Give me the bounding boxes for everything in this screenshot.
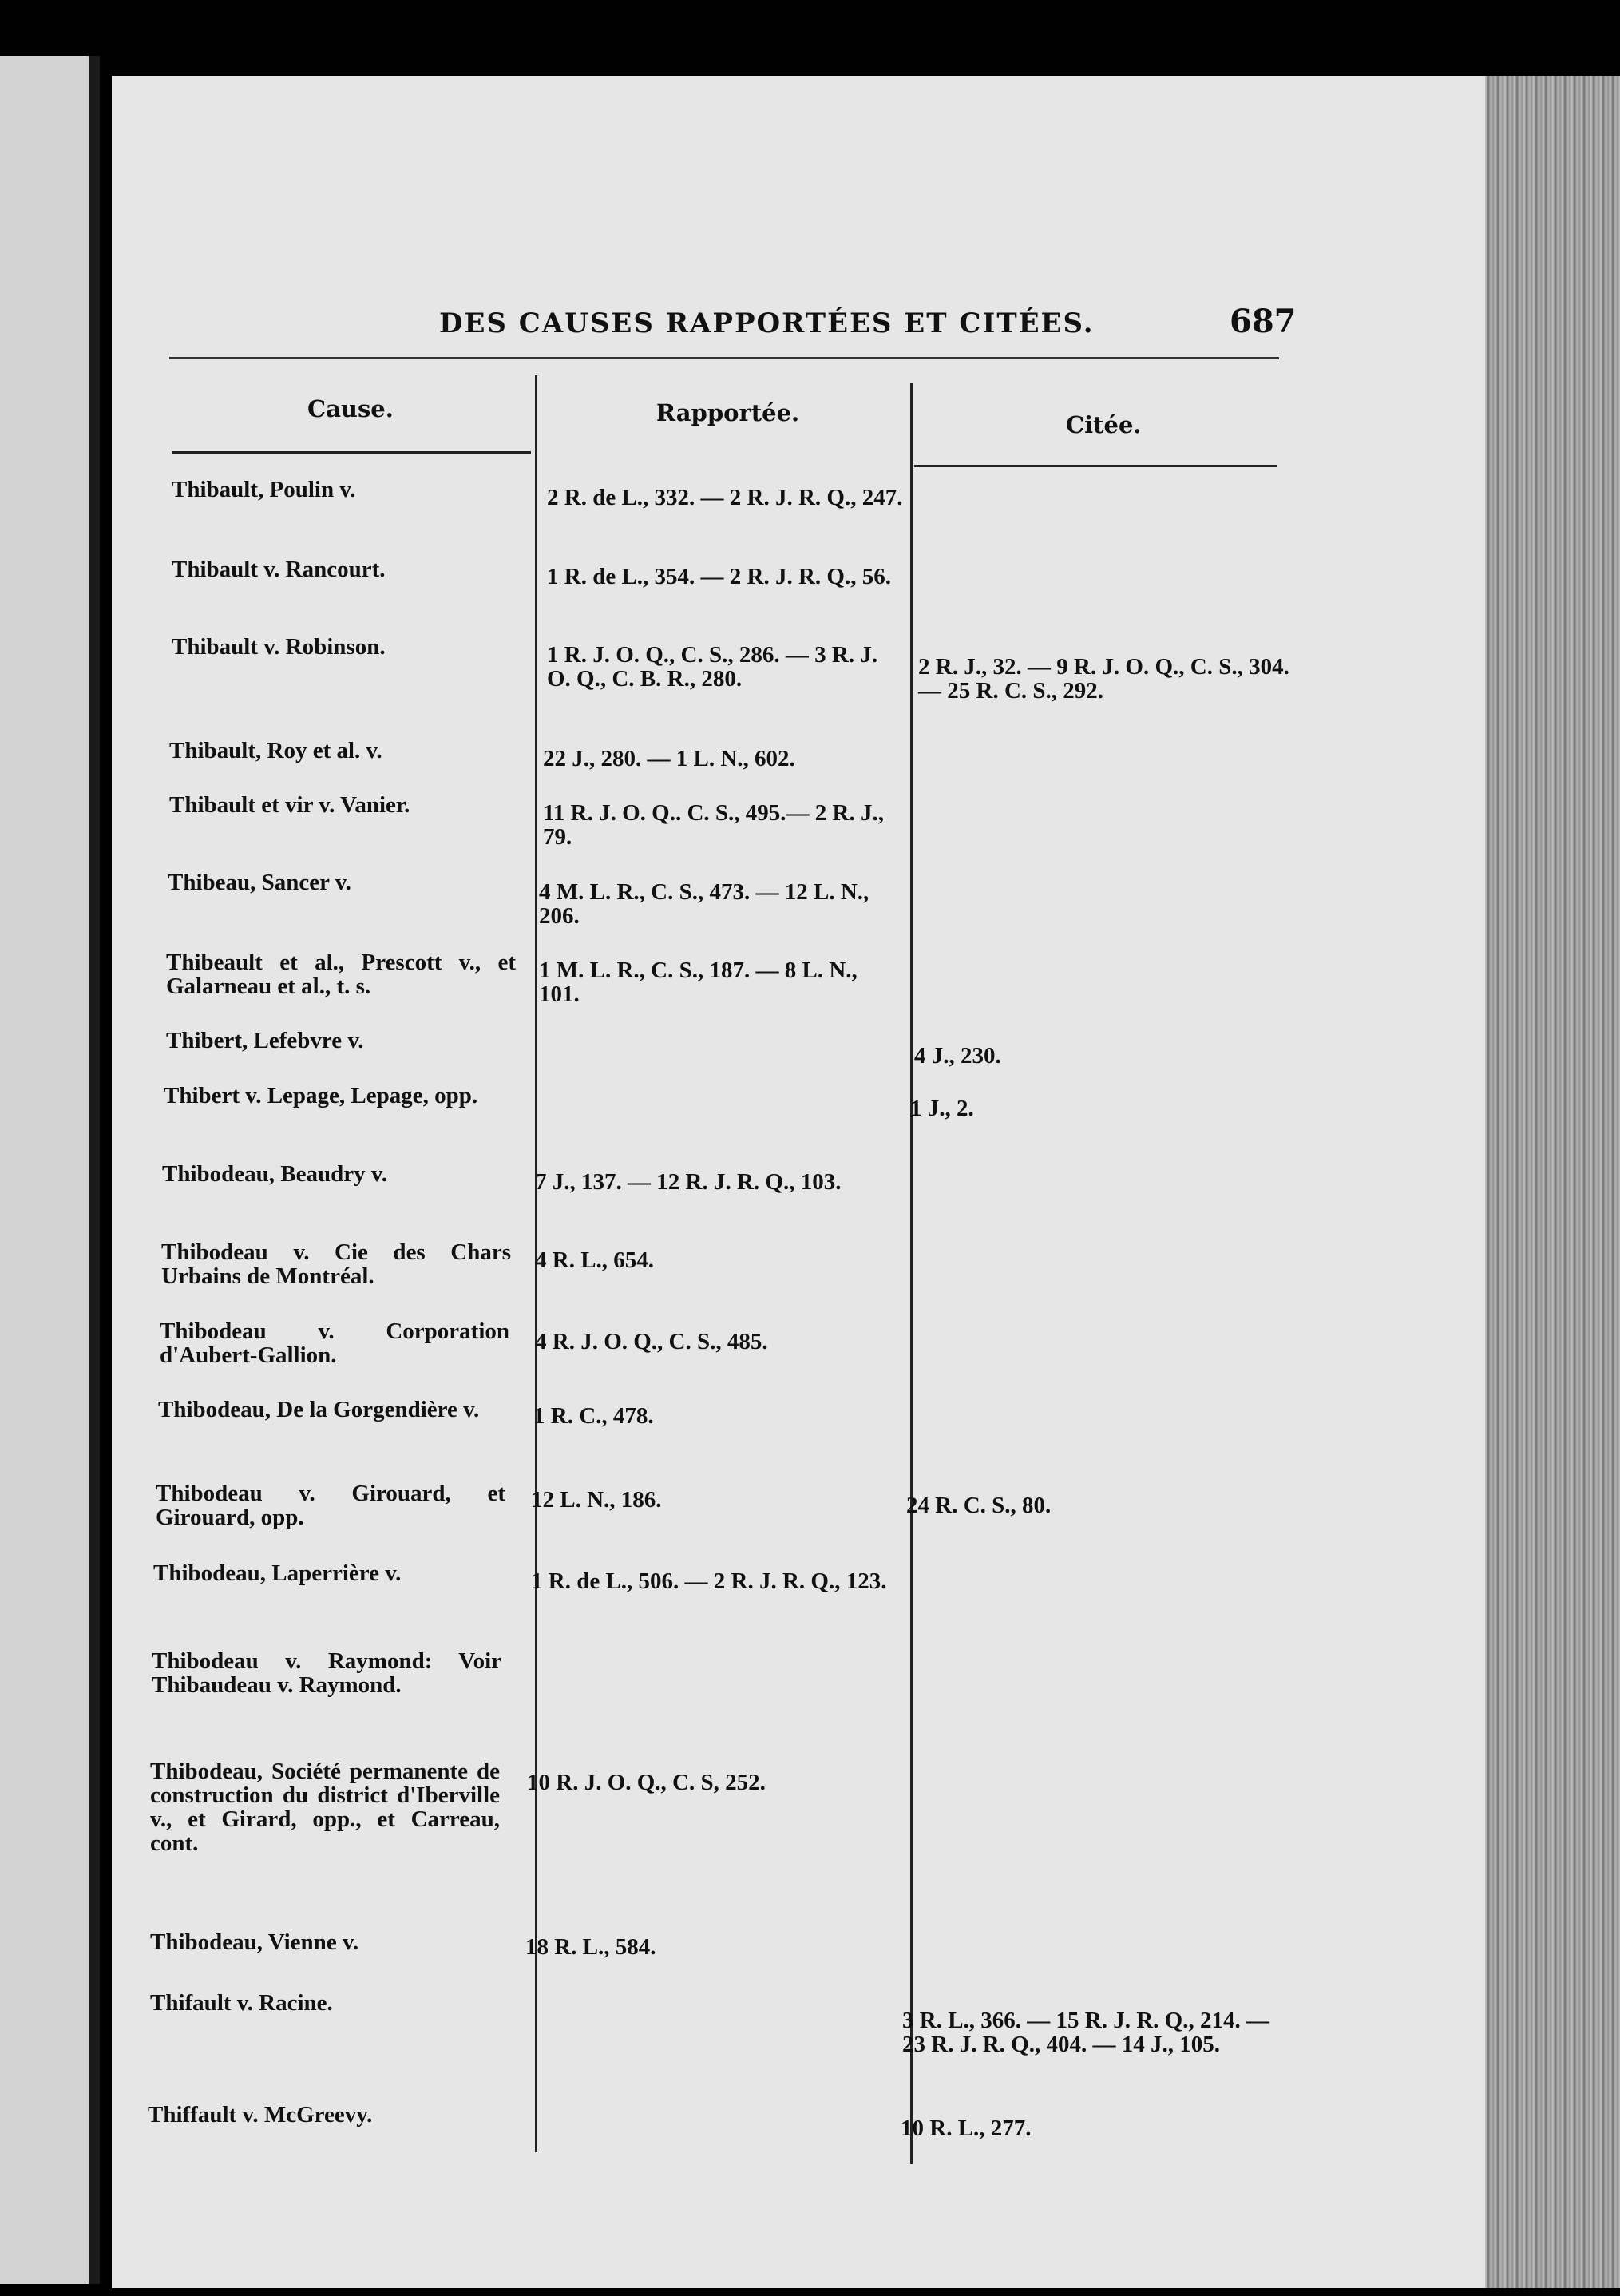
row-citee: 4 J., 230. (914, 1043, 1001, 1069)
row-cause: Thibault, Poulin v. (172, 477, 356, 502)
row-rapportee: 12 L. N., 186. (531, 1487, 662, 1513)
row-rapportee: 1 M. L. R., C. S., 187. — 8 L. N., 101. (539, 958, 858, 1007)
row-cause: Thibault v. Rancourt. (172, 557, 386, 582)
row-cause: Thibault et vir v. Vanier. (169, 792, 410, 818)
row-cause: Thibeau, Sancer v. (168, 870, 351, 895)
row-cause: Thibodeau, Société permanente de construction du district d'Iberville v., et Girard, opp., et Carreau, cont. (150, 1759, 500, 1856)
row-cause: Thibodeau, De la Gorgendière v. (158, 1397, 480, 1422)
row-rapportee: 10 R. J. O. Q., C. S, 252. (527, 1770, 766, 1795)
page-stack-edge (1483, 76, 1620, 2288)
page-number: 687 (1230, 303, 1297, 340)
row-rapportee: 4 R. L., 654. (535, 1247, 655, 1273)
row-citee: 10 R. L., 277. (901, 2116, 1032, 2141)
row-rapportee: 1 R. C., 478. (533, 1403, 654, 1429)
row-rapportee: 7 J., 137. — 12 R. J. R. Q., 103. (535, 1169, 842, 1195)
row-citee: 3 R. L., 366. — 15 R. J. R. Q., 214. — 23 R. J. R. Q., 404. — 14 J., 105. (902, 2008, 1269, 2057)
row-rapportee: 1 R. de L., 354. — 2 R. J. R. Q., 56. (547, 564, 891, 589)
row-cause: Thifault v. Racine. (150, 1990, 333, 2016)
row-rapportee: 1 R. de L., 506. — 2 R. J. R. Q., 123. (531, 1568, 887, 1594)
row-cause: Thibert v. Lepage, Lepage, opp. (164, 1083, 478, 1108)
row-cause: Thibodeau v. Cie des Chars Urbains de Montréal. (161, 1239, 511, 1289)
header-underline-citee (914, 465, 1277, 467)
row-cause: Thibodeau, Beaudry v. (162, 1161, 388, 1187)
page-title: DES CAUSES RAPPORTÉES ET CITÉES. (439, 307, 1095, 339)
row-cause: Thiffault v. McGreevy. (148, 2102, 373, 2127)
row-rapportee: 4 M. L. R., C. S., 473. — 12 L. N., 206. (539, 879, 869, 929)
row-citee: 2 R. J., 32. — 9 R. J. O. Q., C. S., 304. — 25 R. C. S., 292. (918, 654, 1289, 704)
column-header-rapportee: Rapportée. (656, 399, 800, 426)
row-rapportee: 2 R. de L., 332. — 2 R. J. R. Q., 247. (547, 485, 903, 510)
column-header-citee: Citée. (1066, 411, 1142, 438)
row-cause: Thibault, Roy et al. v. (169, 738, 382, 763)
row-cause: Thibault v. Robinson. (172, 634, 386, 660)
row-citee: 1 J., 2. (910, 1096, 974, 1121)
row-cause: Thibert, Lefebvre v. (166, 1028, 364, 1053)
row-cause: Thibodeau v. Raymond: Voir Thibaudeau v. Raymond. (152, 1648, 501, 1698)
row-citee: 24 R. C. S., 80. (906, 1493, 1052, 1518)
book-page (112, 76, 1485, 2288)
column-divider-2 (910, 383, 913, 2164)
row-rapportee: 11 R. J. O. Q.. C. S., 495.— 2 R. J., 79. (543, 800, 884, 850)
row-cause: Thibeault et al., Prescott v., et Galarneau et al., t. s. (166, 950, 516, 999)
column-header-cause: Cause. (307, 395, 394, 422)
row-cause: Thibodeau v. Corporation d'Aubert-Gallion. (160, 1319, 509, 1368)
left-page-edge (0, 56, 100, 2284)
row-cause: Thibodeau, Laperrière v. (153, 1560, 402, 1586)
row-cause: Thibodeau, Vienne v. (150, 1929, 359, 1955)
row-rapportee: 18 R. L., 584. (525, 1934, 656, 1960)
header-rule (169, 357, 1279, 359)
header-underline-cause (172, 451, 531, 454)
row-rapportee: 22 J., 280. — 1 L. N., 602. (543, 746, 795, 771)
row-rapportee: 4 R. J. O. Q., C. S., 485. (535, 1329, 768, 1354)
row-rapportee: 1 R. J. O. Q., C. S., 286. — 3 R. J. O. Q., C. B. R., 280. (547, 642, 878, 692)
row-cause: Thibodeau v. Girouard, et Girouard, opp. (156, 1481, 505, 1530)
